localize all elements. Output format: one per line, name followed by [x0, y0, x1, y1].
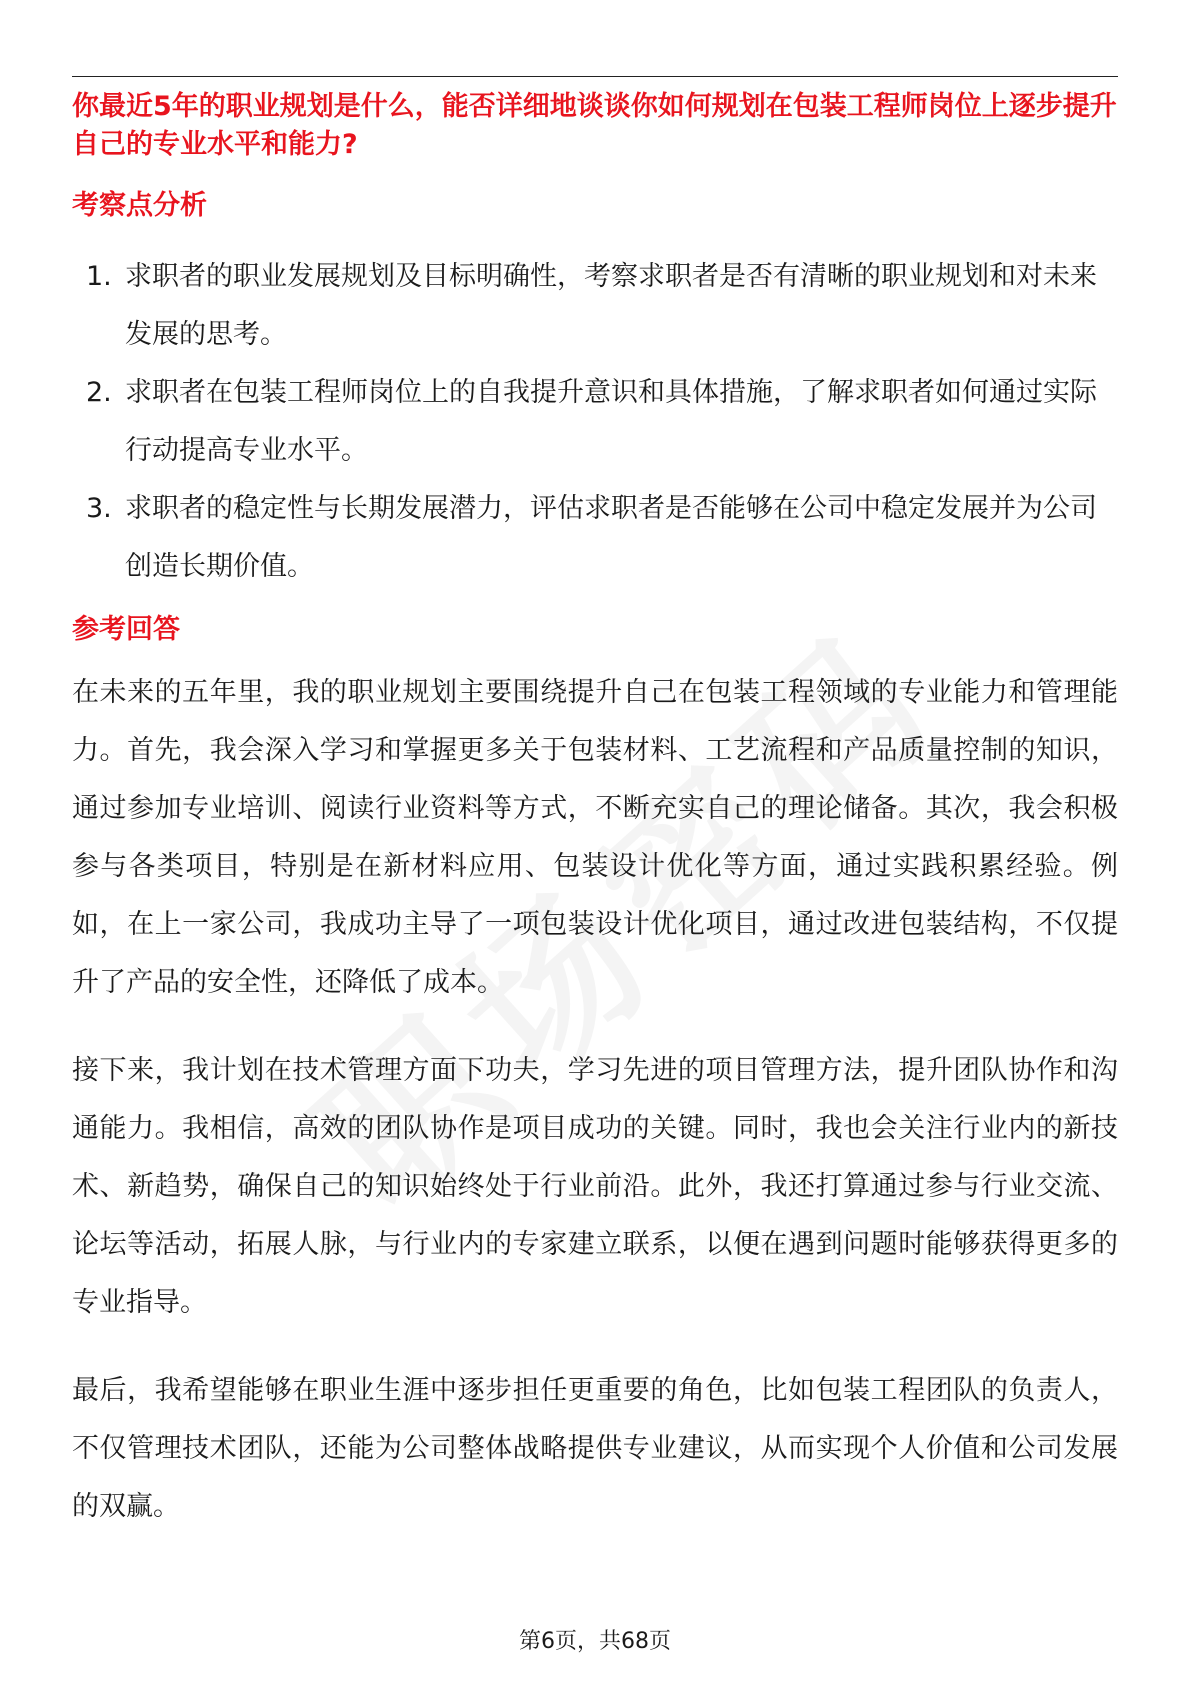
analysis-points [72, 248, 1118, 596]
analysis-point [72, 480, 1118, 596]
point-text: 求职者在包装工程师岗位上的自我提升意识和具体措施，了解求职者如何通过实际行动提高专业水平。 [125, 377, 1097, 466]
point-text: 求职者的职业发展规划及目标明确性，考察求职者是否有清晰的职业规划和对未来发展的思考。 [125, 261, 1097, 350]
question-title: 你最近5年的职业规划是什么，能否详细地谈谈你如何规划在包装工程师岗位上逐步提升自己的专业水平和能力? [72, 91, 1117, 160]
point-number: 1. [86, 261, 112, 292]
answer-paragraph: 接下来，我计划在技术管理方面下功夫，学习先进的项目管理方法，提升团队协作和沟通能力。我相信，高效的团队协作是项目成功的关键。同时，我也会关注行业内的新技术、新趋势，确保自己的知识始终处于行业前沿。此外，我还打算通过参与行业交流、论坛等活动，拓展人脉，与行业内的专家建立联系，以便在遇到问题时能够获得更多的专业指导。 [72, 1055, 1118, 1318]
top-rule [72, 76, 1118, 77]
page-number: 第6页，共68页 [519, 1629, 671, 1654]
point-number: 3. [86, 493, 112, 524]
point-number: 2. [86, 377, 112, 408]
analysis-heading: 考察点分析 [72, 190, 207, 221]
page-content [72, 88, 1118, 1536]
answer-heading: 参考回答 [72, 614, 180, 645]
point-text: 求职者的稳定性与长期发展潜力，评估求职者是否能够在公司中稳定发展并为公司创造长期价值。 [125, 493, 1097, 582]
analysis-point [72, 364, 1118, 480]
answer-paragraph: 在未来的五年里，我的职业规划主要围绕提升自己在包装工程领域的专业能力和管理能力。首先，我会深入学习和掌握更多关于包装材料、工艺流程和产品质量控制的知识，通过参加专业培训、阅读行业资料等方式，不断充实自己的理论储备。其次，我会积极参与各类项目，特别是在新材料应用、包装设计优化等方面，通过实践积累经验。例如，在上一家公司，我成功主导了一项包装设计优化项目，通过改进包装结构，不仅提升了产品的安全性，还降低了成本。 [72, 677, 1118, 998]
analysis-point [72, 248, 1118, 364]
answer-paragraph: 最后，我希望能够在职业生涯中逐步担任更重要的角色，比如包装工程团队的负责人，不仅管理技术团队，还能为公司整体战略提供专业建议，从而实现个人价值和公司发展的双赢。 [72, 1375, 1118, 1522]
